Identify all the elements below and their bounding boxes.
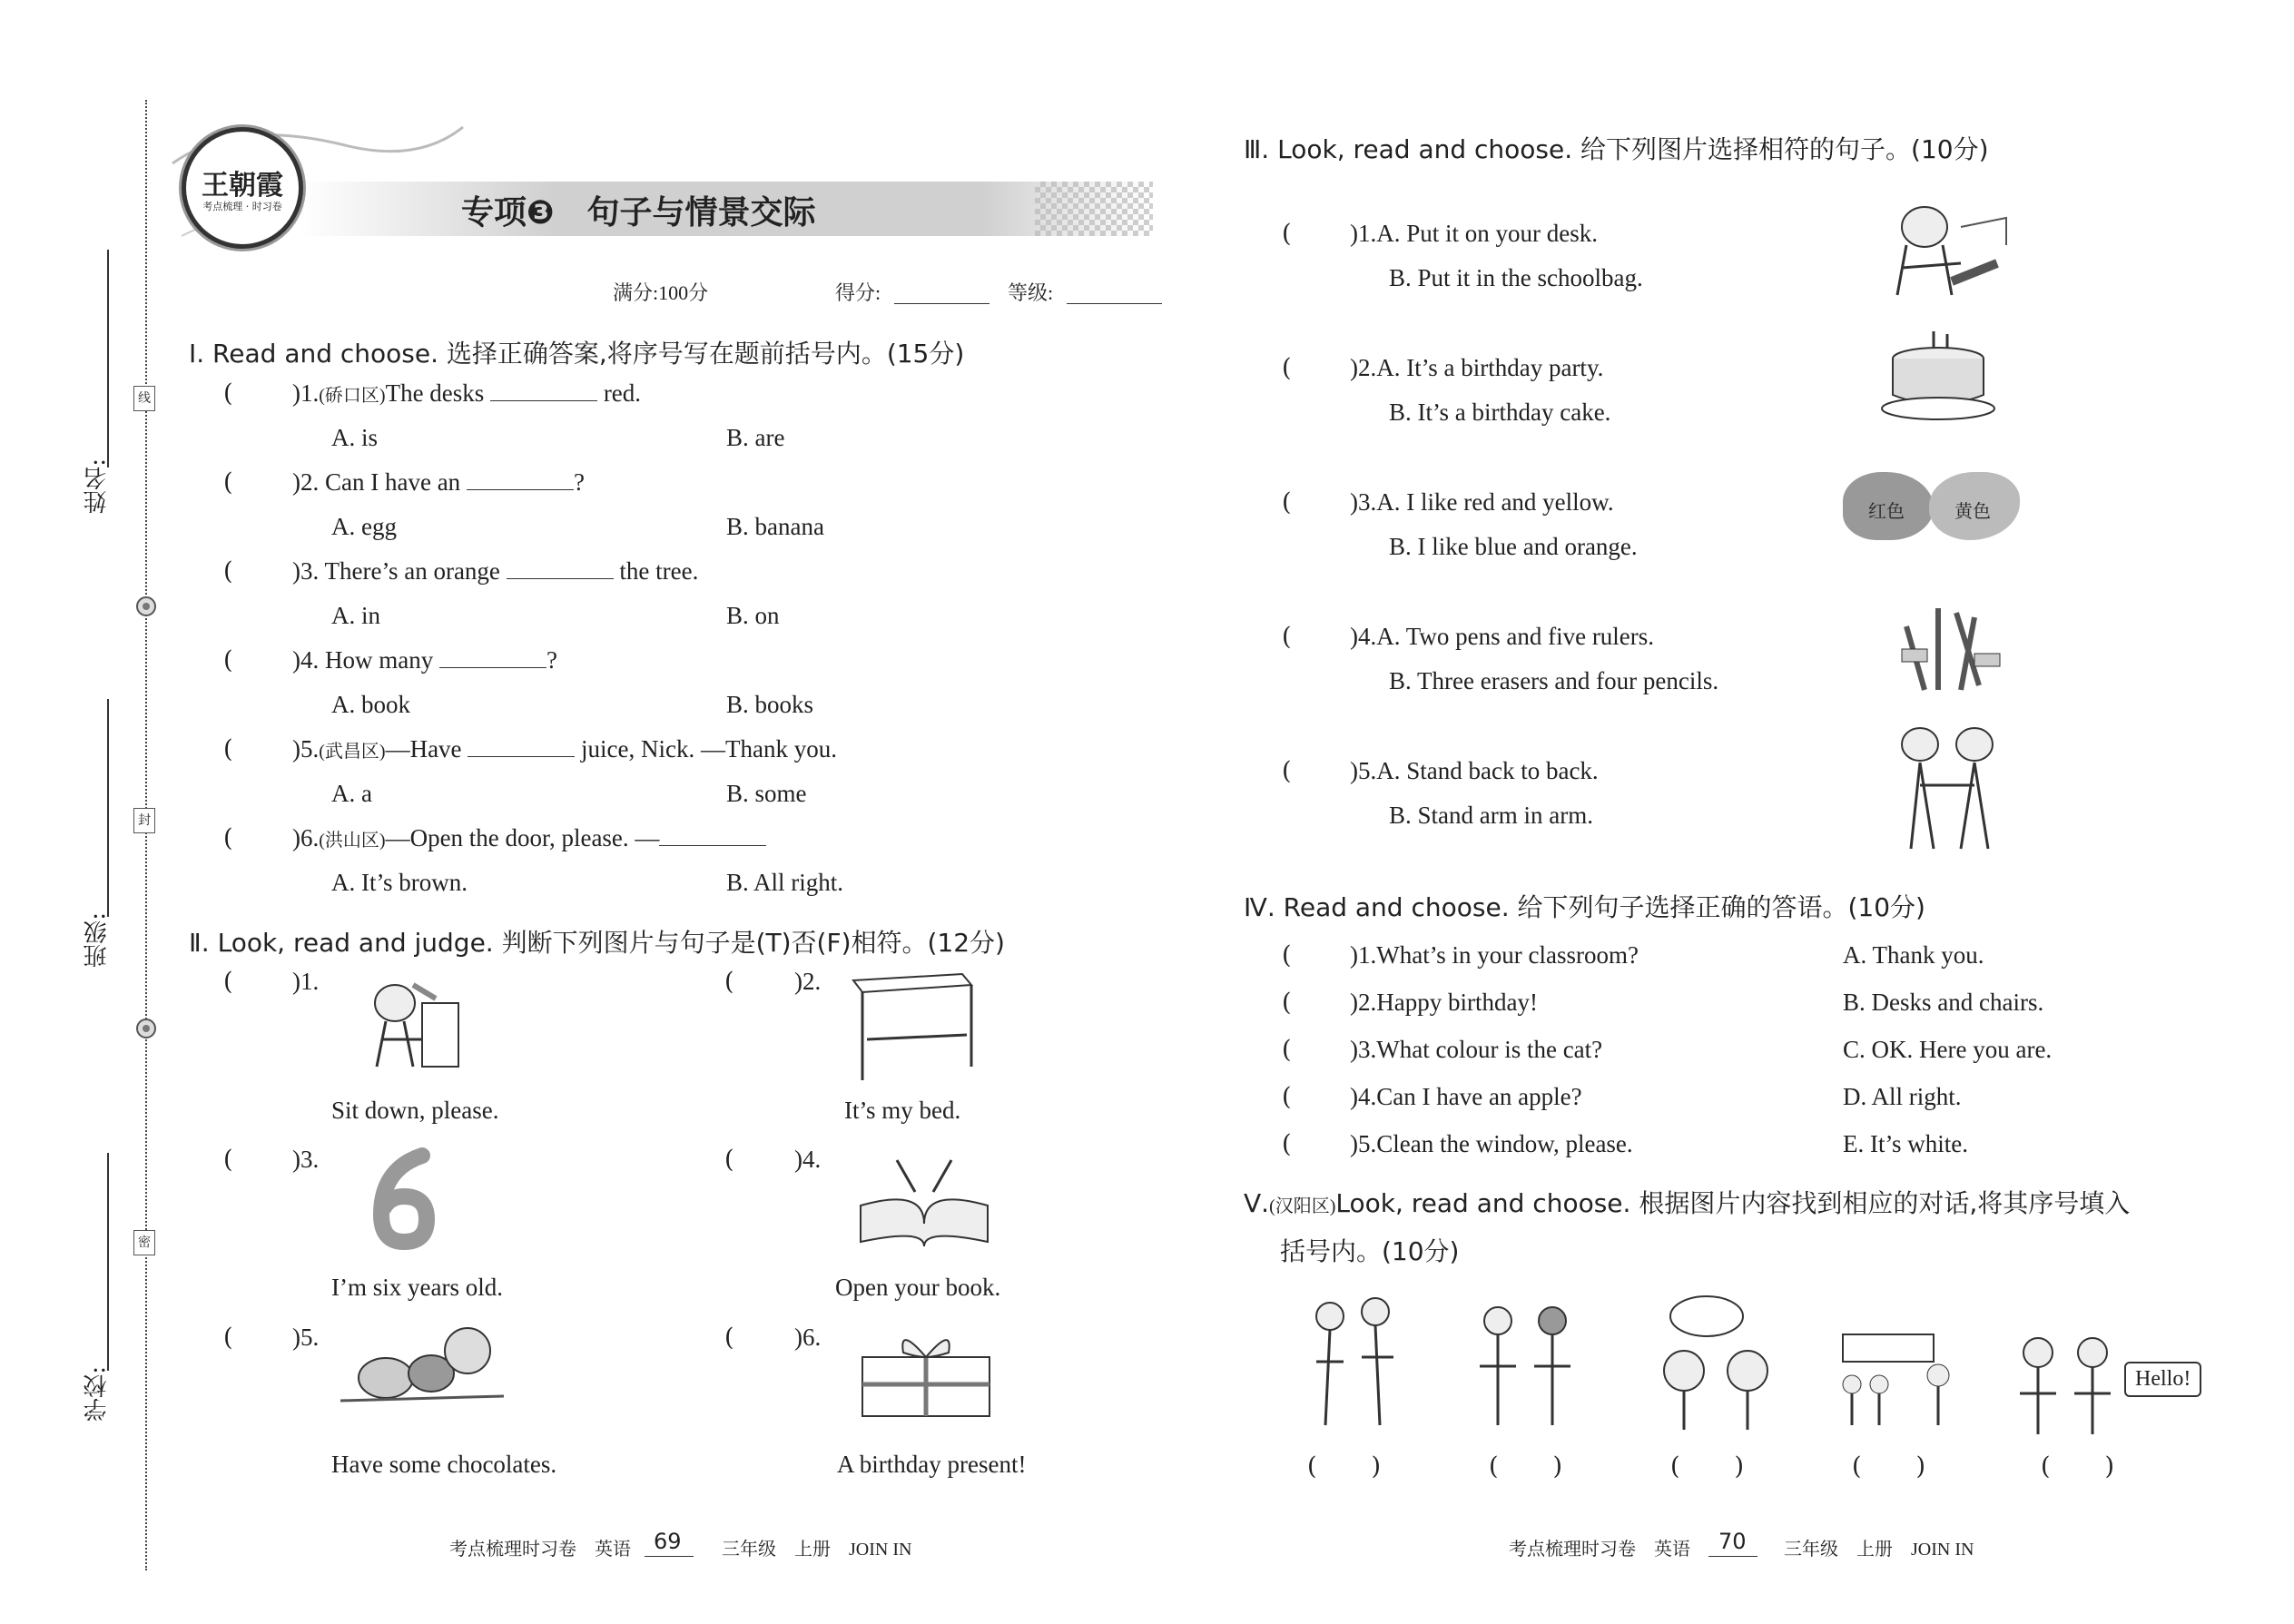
item-num: )5. bbox=[1350, 757, 1377, 784]
number-six-icon bbox=[359, 1142, 449, 1251]
option-a-text: A. It’s a birthday party. bbox=[1376, 354, 1604, 381]
question-text-a: Can I have an bbox=[325, 468, 461, 496]
class-label: 班级: bbox=[84, 912, 111, 968]
answer-option: B. Desks and chairs. bbox=[1843, 989, 2044, 1016]
item-num: )2. bbox=[1350, 354, 1377, 381]
question-6 bbox=[292, 824, 766, 852]
seal-char-2: 封 bbox=[133, 808, 155, 833]
tiger-bag-icon bbox=[1861, 191, 2015, 309]
question bbox=[1350, 989, 1538, 1017]
answer-paren-open[interactable]: ( bbox=[223, 1146, 233, 1174]
option-a bbox=[1350, 220, 1598, 248]
answer-paren-open[interactable]: ( bbox=[1282, 354, 1292, 382]
option-a bbox=[1350, 488, 1614, 517]
item-caption: It’s my bed. bbox=[844, 1097, 961, 1124]
question-3 bbox=[292, 557, 698, 586]
question-num: )3. bbox=[292, 557, 320, 585]
item-caption: Sit down, please. bbox=[331, 1097, 499, 1124]
speech-bubble: Hello! bbox=[2124, 1362, 2201, 1397]
checker-decoration bbox=[1035, 182, 1153, 236]
question-text: What colour is the cat? bbox=[1376, 1036, 1603, 1063]
score-field[interactable] bbox=[894, 303, 989, 304]
gift-box-icon bbox=[853, 1316, 999, 1421]
option-a-text: A. Stand back to back. bbox=[1376, 757, 1599, 784]
item-num: )5. bbox=[292, 1324, 320, 1351]
item-num: )1. bbox=[1350, 941, 1377, 969]
scene-2-friends-icon bbox=[1462, 1298, 1589, 1434]
question-text-a: The desks bbox=[385, 379, 485, 407]
section-3-heading: Ⅲ. Look, read and choose. 给下列图片选择相符的句子。(10分) bbox=[1244, 134, 1989, 164]
question-text-b: juice, Nick. —Thank you. bbox=[581, 735, 837, 763]
section-5-heading-text: Look, read and choose. 根据图片内容找到相应的对话,将其序号填入 bbox=[1335, 1188, 2131, 1218]
paren-open: ( bbox=[1307, 1452, 1317, 1481]
paren-close: ) bbox=[2104, 1452, 2115, 1481]
option-a bbox=[1350, 623, 1654, 651]
option-a bbox=[1350, 354, 1603, 382]
option-b: B. banana bbox=[726, 513, 824, 540]
question-text-a: There’s an orange bbox=[324, 557, 500, 585]
answer-bracket-4[interactable] bbox=[1852, 1452, 1925, 1481]
option-b: B. Put it in the schoolbag. bbox=[1389, 264, 1643, 291]
question-num: )6. bbox=[292, 824, 320, 851]
answer-bracket-5[interactable] bbox=[2041, 1452, 2114, 1481]
option-b: B. on bbox=[726, 602, 780, 629]
item-num: )5. bbox=[1350, 1130, 1377, 1157]
item-num: )1. bbox=[1350, 220, 1377, 247]
question bbox=[1350, 1036, 1602, 1064]
blank[interactable] bbox=[468, 736, 575, 757]
option-b: B. I like blue and orange. bbox=[1389, 533, 1638, 560]
option-a: A. in bbox=[331, 602, 380, 629]
answer-paren-open[interactable]: ( bbox=[1282, 488, 1292, 517]
scene-5-greeting-icon bbox=[2006, 1325, 2133, 1443]
open-book-icon bbox=[842, 1142, 1006, 1251]
answer-paren-open[interactable]: ( bbox=[223, 824, 233, 852]
option-b: B. are bbox=[726, 424, 785, 451]
question-text-b: red. bbox=[603, 379, 642, 407]
desk-icon bbox=[844, 967, 980, 1085]
question-num: )2. bbox=[292, 468, 320, 496]
full-score: 满分:100分 bbox=[613, 281, 709, 304]
answer-paren-open[interactable]: ( bbox=[223, 1324, 233, 1352]
footer-page-number: 69 bbox=[654, 1529, 682, 1554]
blank[interactable] bbox=[490, 380, 597, 401]
grade-label: 等级: bbox=[1008, 281, 1054, 304]
answer-option: E. It’s white. bbox=[1843, 1130, 1968, 1157]
option-a: A. egg bbox=[331, 513, 397, 540]
brand-logo bbox=[182, 127, 303, 249]
answer-paren-open[interactable]: ( bbox=[223, 968, 233, 996]
question-1 bbox=[292, 379, 641, 408]
birthday-cake-icon bbox=[1879, 327, 1997, 427]
section-1-heading: Ⅰ. Read and choose. 选择正确答案,将序号写在题前括号内。(15分) bbox=[189, 339, 965, 369]
answer-paren-open[interactable]: ( bbox=[223, 468, 233, 497]
option-a: A. a bbox=[331, 780, 372, 807]
name-label: 姓名: bbox=[84, 458, 111, 514]
blank[interactable] bbox=[439, 647, 546, 668]
answer-paren-open[interactable]: ( bbox=[1282, 941, 1292, 969]
answer-paren-open[interactable]: ( bbox=[724, 1146, 734, 1174]
answer-paren-open[interactable]: ( bbox=[1282, 1083, 1292, 1111]
grade-field[interactable] bbox=[1067, 303, 1162, 304]
seal-char-3: 密 bbox=[133, 1230, 155, 1255]
option-b: B. books bbox=[726, 691, 814, 718]
question-text-a: —Have bbox=[385, 735, 462, 763]
vegetables-icon bbox=[331, 1314, 513, 1414]
footer-grade: 三年级 上册 JOIN IN bbox=[722, 1540, 912, 1560]
answer-paren-open[interactable]: ( bbox=[223, 557, 233, 586]
item-caption: Open your book. bbox=[835, 1274, 1001, 1301]
option-a: A. It’s brown. bbox=[331, 869, 468, 896]
item-num: )1. bbox=[292, 968, 320, 995]
paren-open: ( bbox=[1670, 1452, 1680, 1481]
item-caption: A birthday present! bbox=[837, 1451, 1027, 1478]
footer-grade: 三年级 上册 JOIN IN bbox=[1784, 1540, 1974, 1560]
scene-4-classroom-icon bbox=[1825, 1325, 1979, 1434]
answer-paren-open[interactable]: ( bbox=[1282, 757, 1292, 785]
binding-hole-icon bbox=[134, 595, 158, 618]
blank[interactable] bbox=[659, 825, 766, 846]
question-text: Can I have an apple? bbox=[1376, 1083, 1582, 1110]
red-label: 红色 bbox=[1868, 500, 1905, 522]
option-a-text: A. I like red and yellow. bbox=[1376, 488, 1614, 516]
question-text-b: ? bbox=[546, 646, 557, 674]
paren-open: ( bbox=[1852, 1452, 1862, 1481]
answer-paren-open[interactable]: ( bbox=[1282, 1130, 1292, 1158]
class-field-line bbox=[107, 699, 109, 917]
answer-paren-open[interactable]: ( bbox=[223, 735, 233, 763]
answer-paren-open[interactable]: ( bbox=[223, 379, 233, 408]
option-a: A. book bbox=[331, 691, 410, 718]
school-field-line bbox=[107, 1153, 109, 1371]
binding-line bbox=[145, 100, 147, 1570]
answer-paren-open[interactable]: ( bbox=[1282, 220, 1292, 248]
item-caption: I’m six years old. bbox=[331, 1274, 503, 1301]
item-num: )4. bbox=[1350, 623, 1377, 650]
option-a-text: A. Put it on your desk. bbox=[1376, 220, 1599, 247]
question bbox=[1350, 941, 1639, 969]
option-b: B. All right. bbox=[726, 869, 844, 896]
paren-open: ( bbox=[2041, 1452, 2051, 1481]
section-5-num: Ⅴ. bbox=[1244, 1188, 1270, 1218]
paren-close: ) bbox=[1734, 1452, 1745, 1481]
question-2 bbox=[292, 468, 585, 497]
score-label: 得分: bbox=[835, 281, 881, 304]
option-b: B. It’s a birthday cake. bbox=[1389, 399, 1611, 426]
region-tag: (汉阳区) bbox=[1269, 1196, 1336, 1216]
section-2-heading: Ⅱ. Look, read and judge. 判断下列图片与句子是(T)否(F)相符。(12分) bbox=[189, 928, 1005, 958]
answer-option: A. Thank you. bbox=[1843, 941, 1984, 969]
paren-close: ) bbox=[1552, 1452, 1563, 1481]
question-text: Clean the window, please. bbox=[1376, 1130, 1633, 1157]
option-a: A. is bbox=[331, 424, 379, 451]
question-text-a: How many bbox=[325, 646, 434, 674]
footer-book: 考点梳理时习卷 英语 bbox=[1509, 1540, 1690, 1560]
name-field-line bbox=[107, 250, 109, 468]
footer-page-number: 70 bbox=[1718, 1529, 1747, 1554]
blank[interactable] bbox=[507, 558, 614, 579]
tiger-sitting-icon bbox=[350, 967, 477, 1085]
item-num: )4. bbox=[794, 1146, 822, 1173]
footer-page-line bbox=[1708, 1556, 1757, 1557]
answer-paren-open[interactable]: ( bbox=[1282, 1036, 1292, 1064]
logo-subtext: 考点梳理 · 时习卷 bbox=[202, 201, 282, 212]
paren-close: ) bbox=[1371, 1452, 1382, 1481]
footer-page-line bbox=[645, 1556, 694, 1557]
item-num: )4. bbox=[1350, 1083, 1377, 1110]
pencils-erasers-icon bbox=[1888, 599, 2006, 699]
section-4-heading: Ⅳ. Read and choose. 给下列句子选择正确的答语。(10分) bbox=[1244, 892, 1925, 922]
item-num: )3. bbox=[292, 1146, 320, 1173]
item-num: )3. bbox=[1350, 1036, 1377, 1063]
item-num: )2. bbox=[1350, 989, 1377, 1016]
seal-char-1: 线 bbox=[133, 386, 155, 411]
question-text: Happy birthday! bbox=[1376, 989, 1538, 1016]
question-num: )1. bbox=[292, 379, 320, 407]
question-text-a: —Open the door, please. — bbox=[385, 824, 660, 851]
question-num: )4. bbox=[292, 646, 320, 674]
footer-book: 考点梳理时习卷 英语 bbox=[449, 1540, 631, 1560]
item-num: )6. bbox=[794, 1324, 822, 1351]
region-tag: (武昌区) bbox=[319, 742, 386, 762]
question-text-b: the tree. bbox=[619, 557, 699, 585]
scene-3-kids-thinking-icon bbox=[1643, 1289, 1788, 1434]
scene-1-family-icon bbox=[1289, 1289, 1407, 1434]
question bbox=[1350, 1083, 1582, 1111]
question-text: What’s in your classroom? bbox=[1376, 941, 1639, 969]
item-num: )2. bbox=[794, 968, 822, 995]
answer-paren-open[interactable]: ( bbox=[1282, 623, 1292, 651]
answer-paren-open[interactable]: ( bbox=[724, 1324, 734, 1352]
binding-hole-icon bbox=[134, 1017, 158, 1040]
question-4 bbox=[292, 646, 557, 674]
two-tigers-icon bbox=[1879, 722, 2015, 858]
question bbox=[1350, 1130, 1633, 1158]
page-title: 专项❸ 句子与情景交际 bbox=[461, 194, 816, 231]
option-b: B. Three erasers and four pencils. bbox=[1389, 667, 1719, 694]
paren-close: ) bbox=[1915, 1452, 1926, 1481]
option-a-text: A. Two pens and five rulers. bbox=[1376, 623, 1655, 650]
answer-bracket-3[interactable] bbox=[1670, 1452, 1744, 1481]
item-caption: Have some chocolates. bbox=[331, 1451, 557, 1478]
question-num: )5. bbox=[292, 735, 320, 763]
answer-bracket-1[interactable] bbox=[1307, 1452, 1381, 1481]
answer-option: C. OK. Here you are. bbox=[1843, 1036, 2053, 1063]
yellow-label: 黄色 bbox=[1954, 500, 1991, 522]
region-tag: (硚口区) bbox=[319, 386, 386, 406]
section-5-heading-line2: 括号内。(10分) bbox=[1280, 1236, 1460, 1266]
paren-open: ( bbox=[1489, 1452, 1499, 1481]
blank[interactable] bbox=[467, 469, 574, 490]
question-5 bbox=[292, 735, 837, 763]
answer-paren-open[interactable]: ( bbox=[223, 646, 233, 674]
item-num: )3. bbox=[1350, 488, 1377, 516]
answer-paren-open[interactable]: ( bbox=[724, 968, 734, 996]
answer-option: D. All right. bbox=[1843, 1083, 1962, 1110]
answer-paren-open[interactable]: ( bbox=[1282, 989, 1292, 1017]
school-label: 学校: bbox=[84, 1366, 111, 1422]
logo-text: 王朝霞 bbox=[202, 170, 283, 202]
option-b: B. some bbox=[726, 780, 807, 807]
region-tag: (洪山区) bbox=[319, 831, 386, 851]
answer-bracket-2[interactable] bbox=[1489, 1452, 1562, 1481]
section-5-heading bbox=[1244, 1184, 2130, 1220]
option-a bbox=[1350, 757, 1599, 785]
question-text-b: ? bbox=[573, 468, 585, 496]
option-b: B. Stand arm in arm. bbox=[1389, 802, 1593, 829]
